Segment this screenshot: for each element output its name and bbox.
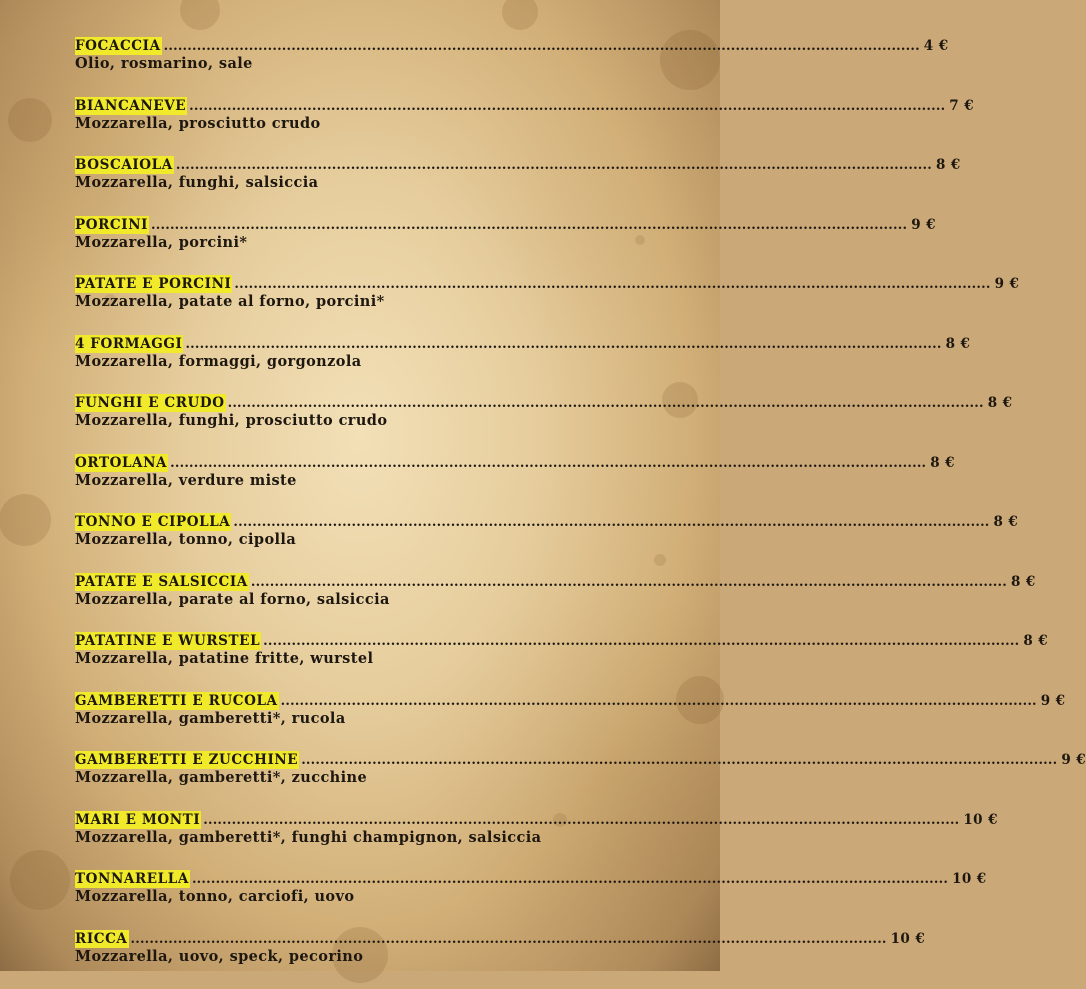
menu-item-description: Olio, rosmarino, sale bbox=[75, 55, 253, 72]
menu-item-description: Mozzarella, prosciutto crudo bbox=[75, 114, 321, 132]
menu-item-name: PATATE E SALSICCIA bbox=[75, 573, 248, 590]
dot-leader: ................................................................................................................................................................ bbox=[185, 336, 942, 352]
menu-item-name: GAMBERETTI E ZUCCHINE bbox=[75, 752, 299, 768]
menu-item-price: 9 € bbox=[1040, 692, 1066, 709]
menu-item-description: Mozzarella, gamberetti*, rucola bbox=[75, 709, 346, 727]
menu-item-name: PATATINE E WURSTEL bbox=[75, 633, 261, 649]
menu-item-description: Mozzarella, gamberetti*, zucchine bbox=[75, 769, 368, 786]
menu-item-price: 10 € bbox=[963, 811, 998, 828]
menu-item-title-line bbox=[75, 811, 998, 829]
menu-item-name: BOSCAIOLA bbox=[75, 157, 173, 173]
dot-leader: ................................................................................................................................................................ bbox=[250, 574, 1007, 590]
menu-item-description: Mozzarella, tonno, carciofi, uovo bbox=[75, 888, 355, 905]
menu-item-name: PORCINI bbox=[75, 216, 149, 233]
menu-item bbox=[75, 37, 949, 73]
menu-item-name: FUNGHI E CRUDO bbox=[75, 395, 225, 411]
menu-item-description: Mozzarella, patate al forno, porcini* bbox=[75, 293, 385, 310]
menu-item-name: 4 FORMAGGI bbox=[75, 335, 183, 352]
menu-item-description: Mozzarella, funghi, prosciutto crudo bbox=[75, 412, 388, 429]
dot-leader: ................................................................................................................................................................ bbox=[280, 693, 1037, 709]
menu-item-title-line bbox=[75, 394, 1013, 412]
menu-item-description: Mozzarella, uovo, speck, pecorino bbox=[75, 947, 364, 965]
menu-item-title-line bbox=[75, 97, 974, 115]
menu-item-title-line bbox=[75, 692, 1066, 710]
menu-item-name: FOCACCIA bbox=[75, 38, 161, 54]
menu-item-price: 8 € bbox=[993, 514, 1019, 530]
menu-item-description: Mozzarella, tonno, cipolla bbox=[75, 531, 297, 548]
menu-item-price: 8 € bbox=[930, 454, 955, 471]
menu-item-title-line bbox=[75, 37, 949, 55]
dot-leader: ................................................................................................................................................................ bbox=[130, 931, 887, 947]
menu-item-price: 8 € bbox=[987, 395, 1013, 411]
menu-item-price: 9 € bbox=[994, 276, 1020, 292]
menu-item-name: ORTOLANA bbox=[75, 454, 168, 471]
menu-item bbox=[75, 573, 1036, 609]
menu-item-name: TONNARELLA bbox=[75, 871, 189, 887]
dot-leader: ................................................................................................................................................................ bbox=[175, 158, 932, 173]
menu-item-title-line bbox=[75, 632, 1048, 650]
menu-item-price: 9 € bbox=[1061, 752, 1086, 768]
menu-item-description: Mozzarella, funghi, salsiccia bbox=[75, 174, 319, 191]
dot-leader: ................................................................................................................................................................ bbox=[263, 634, 1020, 649]
menu-item bbox=[75, 692, 1066, 728]
menu-item-price: 8 € bbox=[1023, 633, 1048, 649]
menu-item-description: Mozzarella, gamberetti*, funghi champignon, salsiccia bbox=[75, 828, 542, 846]
menu-item-title-line bbox=[75, 275, 1020, 293]
menu-item-title-line bbox=[75, 513, 1019, 531]
menu-item-price: 8 € bbox=[945, 335, 971, 352]
menu-item bbox=[75, 870, 987, 906]
menu-item-description: Mozzarella, porcini* bbox=[75, 233, 248, 251]
menu-item-title-line bbox=[75, 454, 955, 472]
dot-leader: ................................................................................................................................................................ bbox=[189, 98, 946, 114]
menu-item bbox=[75, 156, 961, 192]
menu-item-price: 10 € bbox=[890, 930, 926, 947]
dot-leader: ................................................................................................................................................................ bbox=[191, 872, 949, 887]
menu-item-description: Mozzarella, verdure miste bbox=[75, 471, 297, 489]
menu-item bbox=[75, 632, 1048, 668]
menu-item-price: 4 € bbox=[923, 38, 949, 54]
menu-item-title-line bbox=[75, 573, 1036, 591]
menu-item-title-line bbox=[75, 216, 936, 234]
dot-leader: ................................................................................................................................................................ bbox=[233, 515, 990, 530]
menu-item-name: TONNO E CIPOLLA bbox=[75, 514, 231, 530]
dot-leader: ................................................................................................................................................................ bbox=[301, 753, 1058, 768]
menu-item-price: 8 € bbox=[935, 157, 961, 173]
menu-item-description: Mozzarella, formaggi, gorgonzola bbox=[75, 352, 362, 370]
menu-item-name: BIANCANEVE bbox=[75, 97, 187, 114]
menu-item bbox=[75, 454, 955, 490]
menu-item-title-line bbox=[75, 930, 926, 948]
dot-leader: ................................................................................................................................................................ bbox=[151, 217, 908, 233]
menu-item bbox=[75, 930, 926, 966]
menu-item bbox=[75, 216, 936, 252]
menu-item-price: 9 € bbox=[911, 216, 936, 233]
menu-item bbox=[75, 811, 998, 847]
menu-item bbox=[75, 513, 1019, 549]
menu-item-price: 8 € bbox=[1010, 573, 1036, 590]
menu-item-title-line bbox=[75, 335, 971, 353]
dot-leader: ................................................................................................................................................................ bbox=[234, 277, 991, 292]
menu-item-description: Mozzarella, patatine fritte, wurstel bbox=[75, 650, 374, 667]
menu-item-name: RICCA bbox=[75, 930, 128, 947]
menu-item-name: GAMBERETTI E RUCOLA bbox=[75, 692, 278, 709]
menu-item-title-line bbox=[75, 751, 1086, 769]
menu-item bbox=[75, 275, 1020, 311]
menu-item bbox=[75, 97, 974, 133]
menu-item bbox=[75, 394, 1013, 430]
menu-item-description: Mozzarella, parate al forno, salsiccia bbox=[75, 590, 390, 608]
menu-item-name: MARI E MONTI bbox=[75, 811, 201, 828]
menu-item-price: 7 € bbox=[949, 97, 974, 114]
menu-item bbox=[75, 335, 971, 371]
menu-list bbox=[75, 37, 1086, 989]
menu-item bbox=[75, 751, 1086, 787]
menu-item-name: PATATE E PORCINI bbox=[75, 276, 232, 292]
menu-item-title-line bbox=[75, 156, 961, 174]
dot-leader: ................................................................................................................................................................ bbox=[203, 812, 960, 828]
dot-leader: ................................................................................................................................................................ bbox=[163, 39, 920, 54]
dot-leader: ................................................................................................................................................................ bbox=[170, 455, 927, 471]
dot-leader: ................................................................................................................................................................ bbox=[227, 396, 984, 411]
menu-item-price: 10 € bbox=[952, 871, 987, 887]
menu-item-title-line bbox=[75, 870, 987, 888]
